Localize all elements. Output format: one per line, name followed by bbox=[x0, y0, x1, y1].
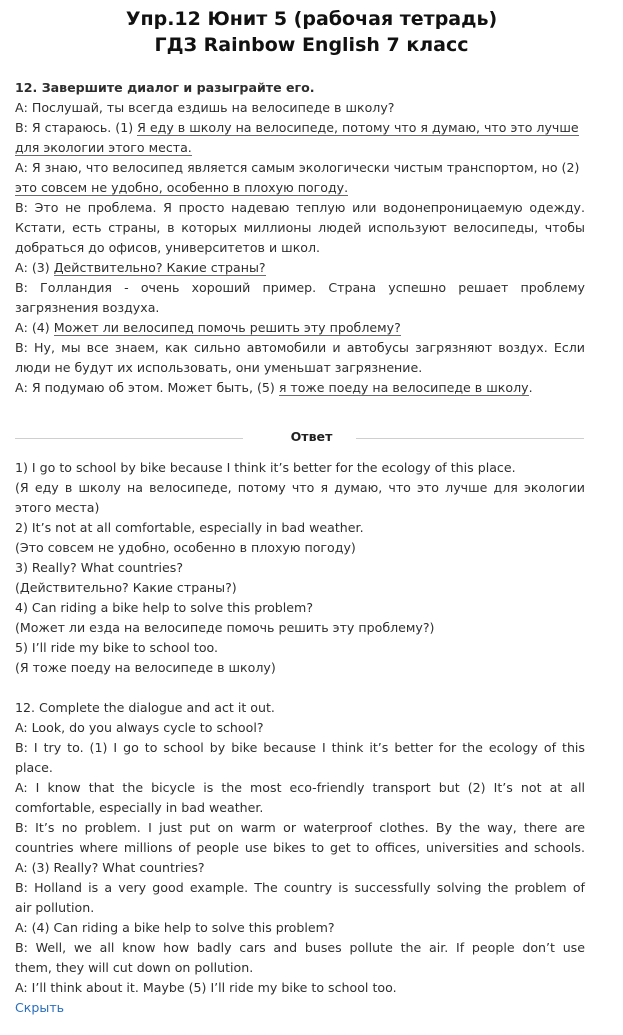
task-ru-line: В: Ну, мы все знаем, как сильно автомобили и автобусы загрязняют воздух. Если bbox=[15, 340, 585, 355]
task-en-line: B: It’s no problem. I just put on warm or waterproof clothes. By the way, there are bbox=[15, 820, 585, 835]
answer-line: 3) Really? What countries? bbox=[15, 560, 184, 575]
filled-blank-1: Я еду в школу на велосипеде, потому что я думаю, что это лучше bbox=[137, 120, 579, 135]
task-ru-line: В: Голландия - очень хороший пример. Страна успешно решает проблему bbox=[15, 280, 585, 295]
answer-line: (Действительно? Какие страны?) bbox=[15, 580, 237, 595]
task-ru-text: А: Я подумаю об этом. Может быть, (5) bbox=[15, 380, 275, 395]
answer-line: (Может ли езда на велосипеде помочь решить эту проблему?) bbox=[15, 620, 435, 635]
answer-line: (Это совсем не удобно, особенно в плохую погоду) bbox=[15, 540, 356, 555]
filled-blank-5: я тоже поеду на велосипеде в школу bbox=[278, 380, 529, 395]
task-ru-line: добраться до офисов, университетов и школ. bbox=[15, 240, 321, 255]
answer-line: 1) I go to school by bike because I think it’s better for the ecology of this place. bbox=[15, 460, 516, 475]
answer-line: (Я тоже поеду на велосипеде в школу) bbox=[15, 660, 276, 675]
answer-line: этого места) bbox=[15, 500, 100, 515]
task-ru-line bbox=[15, 118, 585, 138]
task-en-line: countries where millions of people use bikes to get to offices, universities and schools. bbox=[15, 840, 585, 855]
task-ru-text: А: (3) bbox=[15, 260, 50, 275]
task-en-line: place. bbox=[15, 760, 53, 775]
task-ru-line: загрязнения воздуха. bbox=[15, 300, 160, 315]
task-en-line: them, they will cut down on pollution. bbox=[15, 960, 254, 975]
task-en-line: A: (4) Can riding a bike help to solve this problem? bbox=[15, 920, 335, 935]
page-title-line1: Упр.12 Юнит 5 (рабочая тетрадь) bbox=[125, 8, 498, 30]
task-en-line: A: Look, do you always cycle to school? bbox=[15, 720, 264, 735]
task-ru-text: В: Я стараюсь. (1) bbox=[15, 120, 134, 135]
task-ru-line bbox=[15, 138, 585, 158]
answer-line: 4) Can riding a bike help to solve this problem? bbox=[15, 600, 314, 615]
task-en-line: A: I’ll think about it. Maybe (5) I’ll ride my bike to school too. bbox=[15, 980, 397, 995]
filled-blank-3: Действительно? Какие страны? bbox=[53, 260, 266, 275]
task-ru-line bbox=[15, 178, 585, 198]
divider-right bbox=[356, 438, 584, 439]
answer-label: Ответ bbox=[290, 429, 333, 444]
page-title-line2: ГДЗ Rainbow English 7 класс bbox=[154, 34, 469, 56]
task-en-line: B: Well, we all know how badly cars and buses pollute the air. If people don’t use bbox=[15, 940, 585, 955]
task-ru-line bbox=[15, 258, 585, 278]
task-ru-line: А: Я знаю, что велосипед является самым экологически чистым транспортом, но (2) bbox=[15, 160, 580, 175]
task-en-line: A: I know that the bicycle is the most eco-friendly transport but (2) It’s not at all bbox=[15, 780, 585, 795]
task-ru-line bbox=[15, 378, 585, 398]
answer-line: (Я еду в школу на велосипеде, потому что я думаю, что это лучше для экологии bbox=[15, 480, 585, 495]
task-ru-heading: 12. Завершите диалог и разыграйте его. bbox=[15, 80, 315, 95]
task-ru-text: . bbox=[528, 380, 533, 395]
filled-blank-4: Может ли велосипед помочь решить эту проблему? bbox=[53, 320, 401, 335]
task-ru-line: В: Это не проблема. Я просто надеваю теплую или водонепроницаемую одежду. bbox=[15, 200, 585, 215]
task-en-line: comfortable, especially in bad weather. bbox=[15, 800, 264, 815]
filled-blank-1-cont: для экологии этого места. bbox=[15, 140, 192, 155]
task-en-line: A: (3) Really? What countries? bbox=[15, 860, 205, 875]
task-en-line: B: Holland is a very good example. The country is successfully solving the problem of bbox=[15, 880, 585, 895]
task-en-line: B: I try to. (1) I go to school by bike because I think it’s better for the ecology of this bbox=[15, 740, 585, 755]
task-ru-line: Кстати, есть страны, в которых миллионы людей используют велосипеды, чтобы bbox=[15, 220, 585, 235]
task-en-line: air pollution. bbox=[15, 900, 95, 915]
task-ru-line: люди не будут их использовать, они уменьшат загрязнение. bbox=[15, 360, 423, 375]
task-ru-text: А: (4) bbox=[15, 320, 50, 335]
collapse-link[interactable]: Скрыть bbox=[15, 1000, 65, 1015]
filled-blank-2: это совсем не удобно, особенно в плохую погоду. bbox=[15, 180, 349, 195]
task-ru-line bbox=[15, 318, 585, 338]
answer-line: 2) It’s not at all comfortable, especially in bad weather. bbox=[15, 520, 364, 535]
task-ru-line: А: Послушай, ты всегда ездишь на велосипеде в школу? bbox=[15, 100, 395, 115]
answer-line: 5) I’ll ride my bike to school too. bbox=[15, 640, 219, 655]
task-en-heading: 12. Complete the dialogue and act it out. bbox=[15, 700, 275, 715]
